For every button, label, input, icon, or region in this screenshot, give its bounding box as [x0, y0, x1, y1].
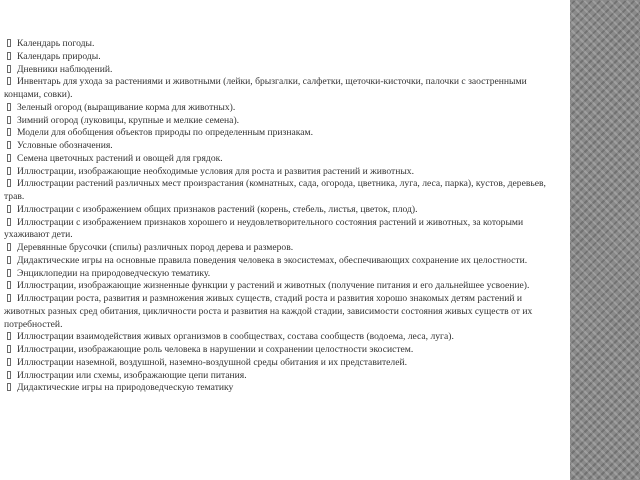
list-item [4, 382, 560, 395]
list-item [4, 127, 560, 140]
bullet-icon [7, 154, 11, 162]
list-item [4, 153, 560, 166]
list-item [4, 268, 560, 281]
list-item-text: Иллюстрации взаимодействия живых организмов в сообществах, состава сообществ (водоема, леса, луга). [17, 331, 454, 343]
list-item [4, 217, 560, 243]
bullet-icon [7, 294, 11, 302]
list-item-text: Иллюстрации или схемы, изображающие цепи питания. [17, 369, 247, 381]
list-item-text: Дневники наблюдений. [17, 63, 113, 75]
list-item-text: Энциклопедии на природоведческую тематику. [17, 267, 211, 279]
list-item [4, 331, 560, 344]
decorative-side-strip [570, 0, 640, 480]
list-item [4, 76, 560, 102]
bullet-icon [7, 103, 11, 111]
bullet-icon [7, 332, 11, 340]
bullet-icon [7, 281, 11, 289]
list-item [4, 51, 560, 64]
bullet-icon [7, 116, 11, 124]
list-item [4, 115, 560, 128]
list-item [4, 38, 560, 51]
bullet-icon [7, 256, 11, 264]
list-item-text: Инвентарь для ухода за растениями и животными (лейки, брызгалки, салфетки, щеточки-кисточки, палочки с заостренными концами, совки). [4, 76, 527, 100]
list-item-text: Дидактические игры на основные правила поведения человека в экосистемах, обеспечивающих сохранение их целостности. [17, 254, 528, 266]
bullet-icon [7, 358, 11, 366]
bullet-icon [7, 205, 11, 213]
bullet-icon [7, 218, 11, 226]
list-item-text: Календарь погоды. [17, 38, 95, 49]
list-item [4, 357, 560, 370]
list-item-text: Иллюстрации растений различных мест произрастания (комнатных, сада, огорода, цветника, луга, леса, парка), кустов, деревьев, трав. [4, 178, 546, 202]
list-item-text: Иллюстрации с изображением общих признаков растений (корень, стебель, листья, цветок, плод). [17, 203, 418, 215]
equipment-list [4, 38, 560, 395]
list-item-text: Иллюстрации роста, развития и размножения живых существ, стадий роста и развития хорошо знакомых детям растений и животных разных сред обитания, цикличности роста и развития на каждой стадии, зависимости состояния живых существ от их потребностей. [4, 293, 533, 330]
list-item-text: Модели для обобщения объектов природы по определенным признакам. [17, 127, 313, 139]
list-item [4, 166, 560, 179]
bullet-icon [7, 383, 11, 391]
list-item-text: Условные обозначения. [17, 140, 113, 151]
list-item-text: Иллюстрации наземной, воздушной, наземно-воздушной среды обитания и их представителей. [17, 356, 408, 368]
list-item-text: Иллюстрации, изображающие жизненные функции у растений и животных (получение питания и его дальнейшее усвоение). [17, 280, 530, 292]
bullet-icon [7, 65, 11, 73]
list-item [4, 102, 560, 115]
bullet-icon [7, 52, 11, 60]
list-item [4, 280, 560, 293]
list-item [4, 344, 560, 357]
list-item [4, 64, 560, 77]
list-item [4, 140, 560, 153]
bullet-icon [7, 243, 11, 251]
list-item-text: Иллюстрации с изображением признаков хорошего и неудовлетворительного состояния растений и животных, за которыми ухаживают дети. [4, 216, 524, 241]
bullet-icon [7, 167, 11, 175]
bullet-icon [7, 77, 11, 85]
list-item [4, 242, 560, 255]
list-item-text: Иллюстрации, изображающие необходимые условия для роста и развития растений и животных. [17, 165, 414, 177]
bullet-icon [7, 141, 11, 149]
bullet-icon [7, 128, 11, 136]
list-item-text: Зимний огород (луковицы, крупные и мелкие семена). [17, 114, 240, 126]
list-item-text: Семена цветочных растений и овощей для грядок. [17, 152, 223, 164]
list-item-text: Иллюстрации, изображающие роль человека в нарушении и сохранении целостности экосистем. [17, 344, 414, 355]
list-item-text: Деревянные брусочки (спилы) различных пород дерева и размеров. [17, 242, 294, 253]
list-item [4, 178, 560, 204]
bullet-icon [7, 371, 11, 379]
bullet-icon [7, 345, 11, 353]
bullet-icon [7, 39, 11, 47]
list-item-text: Дидактические игры на природоведческую тематику [17, 382, 234, 394]
bullet-icon [7, 269, 11, 277]
list-item [4, 370, 560, 383]
list-item-text: Календарь природы. [17, 50, 101, 62]
list-item [4, 204, 560, 217]
list-item [4, 255, 560, 268]
bullet-icon [7, 179, 11, 187]
list-item-text: Зеленый огород (выращивание корма для животных). [17, 101, 236, 113]
list-item [4, 293, 560, 331]
